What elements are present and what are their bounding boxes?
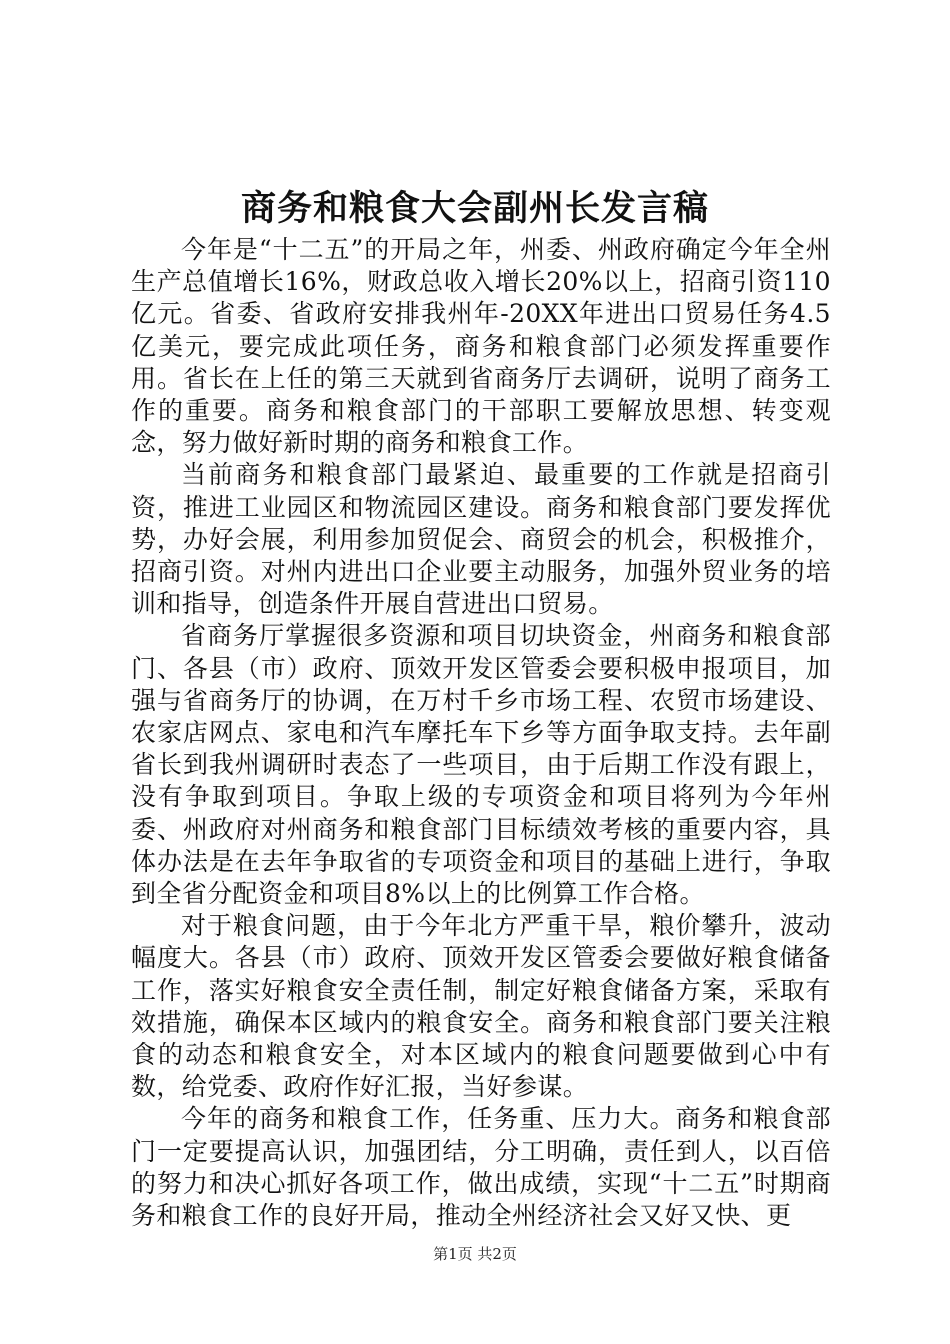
paragraph-3: 省商务厅掌握很多资源和项目切块资金，州商务和粮食部门、各县（市）政府、顶效开发区管委会要积极申报项目，加强与省商务厅的协调，在万村千乡市场工程、农贸市场建设、农家店网点、家电和汽车摩托车下乡等方面争取支持。去年副省长到我州调研时表态了一些项目，由于后期工作没有跟上，没有争取到项目。争取上级的专项资金和项目将列为今年州委、州政府对州商务和粮食部门目标绩效考核的重要内容，具体办法是在去年争取省的专项资金和项目的基础上进行，争取到全省分配资金和项目8%以上的比例算工作合格。 xyxy=(131,621,831,909)
paragraph-2: 当前商务和粮食部门最紧迫、最重要的工作就是招商引资，推进工业园区和物流园区建设。商务和粮食部门要发挥优势，办好会展，利用参加贸促会、商贸会的机会，积极推介，招商引资。对州内进出口企业要主动服务，加强外贸业务的培训和指导，创造条件开展自营进出口贸易。 xyxy=(131,460,831,619)
page-footer: 第1页 共2页 xyxy=(433,1245,517,1263)
document-body xyxy=(131,234,831,1232)
paragraph-1: 今年是“十二五”的开局之年，州委、州政府确定今年全州生产总值增长16%，财政总收入增长20%以上，招商引资110亿元。省委、省政府安排我州年-20XX年进出口贸易任务4.5亿美元，要完成此项任务，商务和粮食部门必须发挥重要作用。省长在上任的第三天就到省商务厅去调研，说明了商务工作的重要。商务和粮食部门的干部职工要解放思想、转变观念，努力做好新时期的商务和粮食工作。 xyxy=(131,235,831,458)
paragraph-5: 今年的商务和粮食工作，任务重、压力大。商务和粮食部门一定要提高认识，加强团结，分工明确，责任到人，以百倍的努力和决心抓好各项工作，做出成绩，实现“十二五”时期商务和粮食工作的良好开局，推动全州经济社会又好又快、更 xyxy=(131,1104,831,1231)
document-title: 商务和粮食大会副州长发言稿 xyxy=(240,188,709,229)
paragraph-4: 对于粮食问题，由于今年北方严重干旱，粮价攀升，波动幅度大。各县（市）政府、顶效开发区管委会要做好粮食储备工作，落实好粮食安全责任制，制定好粮食储备方案，采取有效措施，确保本区域内的粮食安全。商务和粮食部门要关注粮食的动态和粮食安全，对本区域内的粮食问题要做到心中有数，给党委、政府作好汇报，当好参谋。 xyxy=(131,911,831,1102)
